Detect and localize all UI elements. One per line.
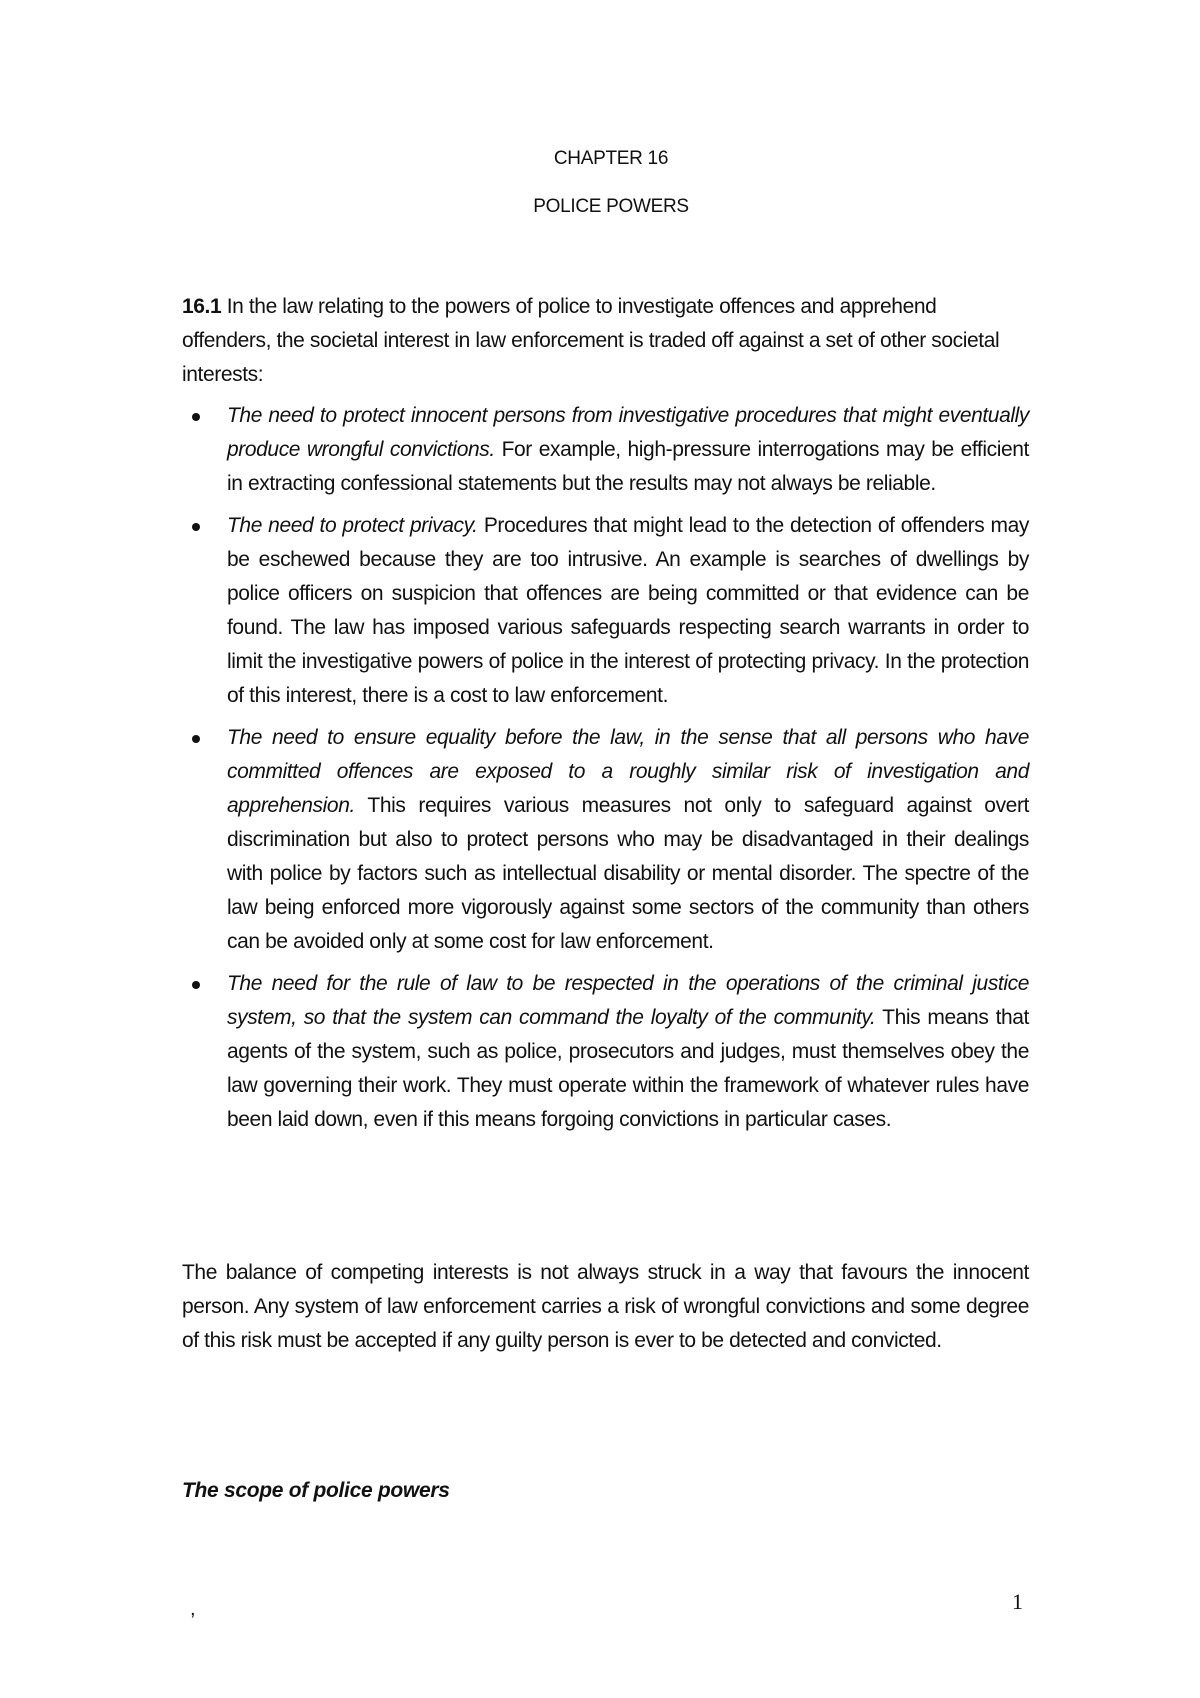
list-item (182, 399, 1029, 501)
paragraph-number: 16.1 (182, 295, 222, 318)
list-item (182, 721, 1029, 959)
list-item-text: This means that agents of the system, such as police, prosecutors and judges, must themselves obey the law governing their work. They must operate within the framework of whatever rules have been laid down, even if this means forgoing convictions in particular cases. (227, 1006, 1029, 1131)
list-item-text: This requires various measures not only to safeguard against overt discrimination but also to protect persons who may be disadvantaged in their dealings with police by factors such as intellectual disability or mental disorder. The spectre of the law being enforced more vigorously against some sectors of the community than others can be avoided only at some cost for law enforcement. (227, 794, 1029, 953)
chapter-number: CHAPTER 16 (553, 148, 669, 169)
list-item-lead: The need for the rule of law to be respected in the operations of the criminal justice system, so that the system can command the loyalty of the community. (227, 972, 1029, 1029)
section-heading: The scope of police powers (182, 1479, 450, 1502)
conclusion-paragraph: The balance of competing interests is not always struck in a way that favours the innocent person. Any system of law enforcement carries a risk of wrongful convictions and some degree of this risk must be accepted if any guilty person is ever to be detected and convicted. (182, 1261, 1029, 1352)
list-item (182, 509, 1029, 713)
bullet-icon (192, 735, 200, 743)
list-item-text: For example, high-pressure interrogations may be efficient in extracting confessional statements but the results may not always be reliable. (227, 438, 1029, 495)
list-item-lead: The need to protect privacy. (227, 514, 478, 537)
bullet-icon (192, 413, 200, 421)
bullet-icon (192, 981, 200, 989)
footer-mark: , (190, 1598, 196, 1620)
chapter-title: POLICE POWERS (533, 196, 689, 217)
interests-list (182, 399, 1029, 1145)
bullet-icon (192, 523, 200, 531)
list-item-lead: The need to ensure equality before the law, in the sense that all persons who have committed offences are exposed to a roughly similar risk of investigation and apprehension. (227, 726, 1029, 817)
page-number: 1 (1012, 1589, 1023, 1614)
intro-text: In the law relating to the powers of police to investigate offences and apprehend offenders, the societal interest in law enforcement is traded off against a set of other societal interests: (182, 295, 1000, 386)
list-item-lead: The need to protect innocent persons from investigative procedures that might eventually produce wrongful convictions. (227, 404, 1029, 461)
list-item (182, 967, 1029, 1137)
list-item-text: Procedures that might lead to the detection of offenders may be eschewed because they are too intrusive. An example is searches of dwellings by police officers on suspicion that offences are being committed or that evidence can be found. The law has imposed various safeguards respecting search warrants in order to limit the investigative powers of police in the interest of protecting privacy. In the protection of this interest, there is a cost to law enforcement. (227, 514, 1029, 707)
intro-paragraph (182, 290, 1029, 392)
